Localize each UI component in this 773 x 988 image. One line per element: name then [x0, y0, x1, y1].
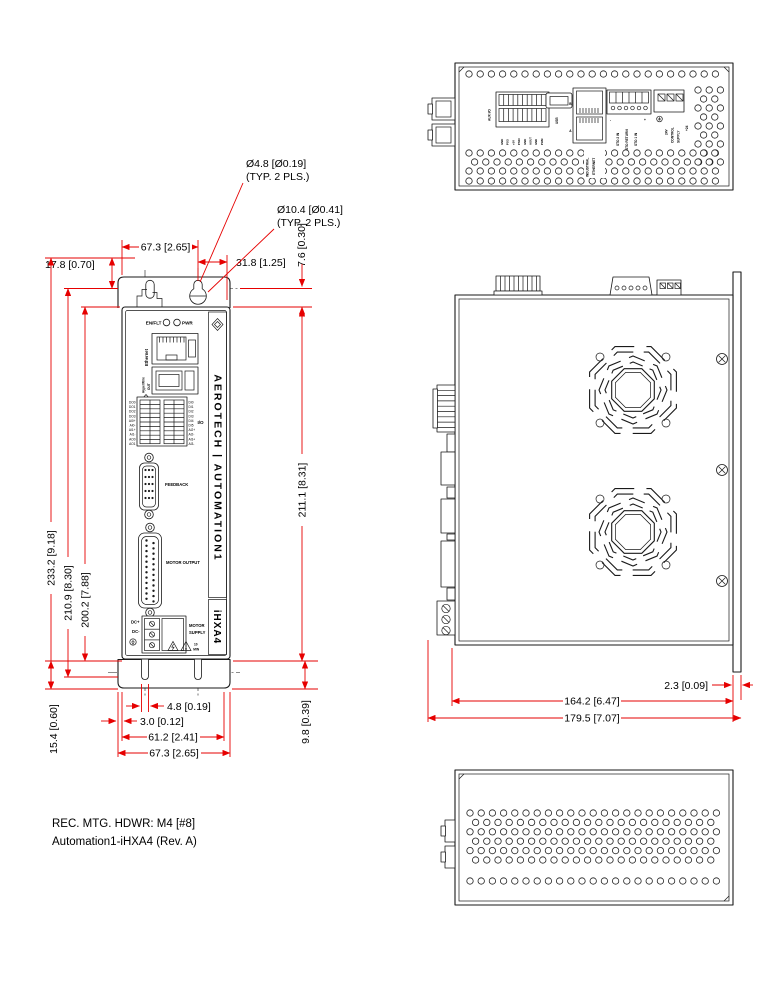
top-left-connectors	[428, 98, 455, 146]
dim-right-height: 211.1 [8.31]	[296, 462, 309, 518]
dim-slot-width: 4.8 [0.19]	[167, 701, 211, 713]
io-pin-label: AI1-	[129, 432, 136, 437]
dim-top-offset: 17.8 [0.70]	[45, 259, 95, 271]
wait-min-label: MIN	[193, 647, 200, 652]
io-label: I/O	[197, 420, 204, 425]
brand-label: AEROTECH | AUTOMATION1	[211, 374, 224, 562]
aux-pin-label: PSO	[505, 139, 510, 145]
side-dimensions	[428, 640, 753, 725]
control-supply-label-1: CONTROL	[670, 127, 675, 143]
io-terminal-block	[129, 397, 204, 446]
io-pin-label: DO1	[128, 405, 136, 410]
dim-slot-spacing: 61.2 [2.41]	[148, 731, 198, 744]
ethernet-connector	[144, 334, 198, 367]
usb-label: USB	[555, 117, 559, 124]
drawing-notes	[52, 818, 197, 848]
io-pin-label: AI3+	[188, 437, 196, 442]
sto-return-label: STO RETURN	[625, 129, 629, 150]
io-pin-label: AI2+	[188, 428, 196, 433]
bottom-view-perforation-lone-row	[467, 878, 720, 884]
dc-minus-label: DC-	[132, 629, 140, 634]
io-pin-label: AI0+	[128, 418, 136, 423]
pwr-label: PWR	[182, 320, 193, 326]
dim-top-width: 67.3 [2.65]	[140, 241, 191, 254]
motor-supply-label-1: MOTOR	[189, 623, 205, 628]
feedback-label: FEEDBACK	[165, 482, 189, 487]
io-pin-label: DI4	[188, 418, 194, 423]
io-pin-label: DI5	[188, 423, 194, 428]
callout-small-hole: Ø4.8 [Ø0.19]	[246, 158, 307, 170]
callout-large-hole: Ø10.4 [Ø0.41]	[277, 204, 343, 216]
side-left-connectors	[433, 385, 455, 635]
eth-b-label: B	[569, 102, 572, 106]
dim-left-total: 233.2 [9.18]	[45, 530, 58, 586]
note-mounting-hardware: REC. MTG. HDWR: M4 [#8]	[52, 818, 196, 830]
plus24-label: +24	[685, 125, 689, 131]
dc-plus-label: DC+	[131, 619, 140, 625]
side-chassis-body	[455, 295, 733, 645]
dim-top-right: 31.8 [1.25]	[236, 257, 286, 269]
hyperwire-label: HyperWire	[141, 377, 146, 393]
io-pin-label: AI1+	[128, 428, 136, 433]
keyhole-small	[146, 280, 154, 298]
dim-edge-offset: 3.0 [0.12]	[140, 716, 184, 728]
callout-small-hole-typ: (TYP. 2 PLS.)	[246, 171, 310, 183]
enflt-led-icon	[163, 319, 170, 326]
aux-pin-label: GND	[534, 138, 539, 145]
io-pin-label: AO1	[129, 441, 136, 446]
hyperwire-out-label: OUT	[146, 383, 151, 390]
motor-output-label: MOTOR OUTPUT	[166, 560, 200, 565]
front-top-mounting-plate	[118, 277, 230, 308]
v24-label: 24V	[664, 129, 669, 135]
dim-bottom-left-height: 15.4 [0.60]	[48, 704, 60, 754]
aux-pin-label: PSDI	[517, 138, 522, 145]
aux-pin-label: +5V	[511, 139, 516, 145]
io-pin-label: AI2-	[188, 432, 195, 437]
io-pin-labels-left	[129, 401, 136, 446]
screw-icon	[717, 576, 728, 587]
screw-icon	[717, 354, 728, 365]
io-pin-label: DI1	[188, 405, 194, 410]
aux-pin-label: PWR	[539, 138, 544, 145]
aux-pin-label: AOUT	[528, 137, 533, 145]
model-label: iHXA4	[211, 609, 222, 645]
io-pin-label: DI2	[188, 409, 194, 414]
dim-top-height: 7.6 [0.30]	[296, 223, 308, 267]
sto-2-label: STO 2 IN	[616, 132, 620, 146]
top-view-perforation-row	[466, 71, 719, 77]
dim-bottom-right-height: 9.8 [0.39]	[300, 700, 312, 744]
front-bottom-mounting-plate	[118, 660, 230, 689]
sto-1-label: STO 1 IN	[634, 132, 638, 146]
enflt-label: EN/FLT	[145, 320, 162, 326]
io-pin-label: DI3	[188, 414, 194, 419]
bottom-view	[441, 770, 733, 905]
industrial-ethernet-label-1: INDUSTRIAL	[585, 157, 590, 177]
top-view-perforation-lone-row	[466, 178, 719, 184]
hole-callouts	[200, 158, 343, 292]
side-top-connectors	[494, 276, 681, 295]
dim-depth-total: 179.5 [7.07]	[564, 712, 620, 725]
front-view	[108, 268, 240, 696]
wait-10-label: 10	[194, 642, 198, 647]
aux-io-label: AUX I/O	[487, 109, 492, 121]
note-part-revision: Automation1-iHXA4 (Rev. A)	[52, 836, 197, 848]
ethernet-label: Ethernet	[144, 349, 149, 366]
bottom-slot-left	[142, 660, 149, 680]
dim-bottom-width: 67.3 [2.65]	[149, 747, 199, 760]
sto-plus-label: +	[644, 118, 646, 122]
top-view	[428, 63, 733, 190]
pwr-led-icon	[174, 319, 181, 326]
io-pin-label: DO2	[128, 409, 136, 414]
io-pin-label: DO3	[128, 414, 136, 419]
aux-pin-label: GND	[522, 138, 527, 145]
dim-left-upper: 210.9 [8.30]	[62, 565, 75, 621]
dim-depth-body: 164.2 [6.47]	[564, 695, 620, 708]
io-pin-label: DO0	[128, 400, 136, 405]
io-pin-label: AI0-	[129, 423, 136, 428]
io-pin-label: AO0	[129, 437, 136, 442]
screw-icon	[717, 465, 728, 476]
control-supply-label-2: SUPPLY	[676, 130, 681, 143]
sto-minus-label: -	[610, 118, 612, 122]
dim-left-inner: 200.2 [7.88]	[79, 572, 92, 628]
io-pin-label: DI0	[188, 400, 194, 405]
side-mounting-flange	[733, 272, 741, 672]
aux-pin-label: GND	[500, 138, 504, 145]
side-view	[428, 272, 753, 725]
motor-supply-label-2: SUPPLY	[189, 630, 206, 635]
callout-large-hole-typ: (TYP. 2 PLS.)	[277, 217, 341, 229]
industrial-ethernet-label-2: ETHERNET	[592, 157, 596, 175]
io-pin-label: AI3-	[188, 441, 195, 446]
dim-flange-thickness: 2.3 [0.09]	[664, 680, 708, 692]
bottom-slot-right	[195, 660, 202, 680]
eth-a-label: A	[569, 129, 572, 133]
bottom-left-connectors	[441, 820, 455, 868]
